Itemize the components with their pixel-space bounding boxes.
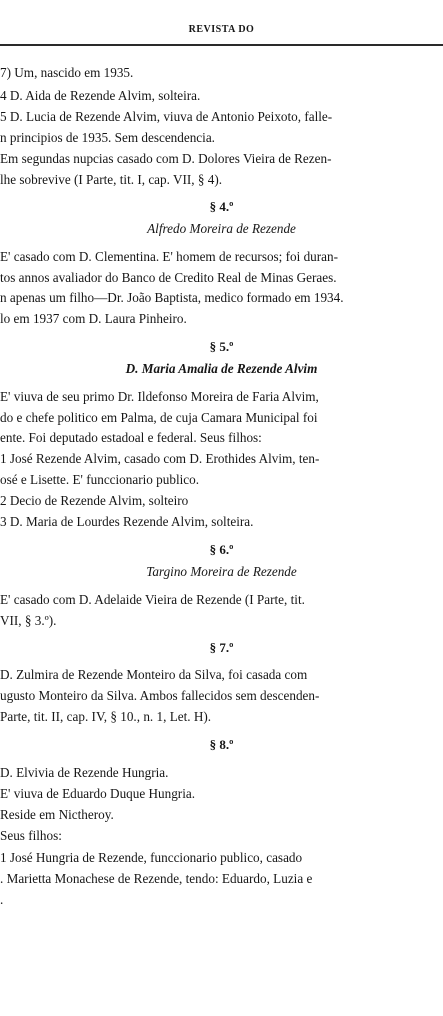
text-line: 2 Decio de Rezende Alvim, solteiro: [0, 493, 189, 508]
running-header: REVISTA DO: [188, 24, 255, 35]
header-rule: [0, 44, 443, 46]
text-line: .: [0, 892, 4, 907]
section-heading: § 7.º: [209, 640, 234, 655]
section-heading: § 6.º: [209, 542, 234, 557]
text-line: E' viuva de seu primo Dr. Ildefonso Moreira de Faria Alvim,: [0, 389, 319, 404]
text-line: Em segundas nupcias casado com D. Dolores Vieira de Rezen-: [0, 151, 332, 166]
section-title: Alfredo Moreira de Rezende: [147, 221, 296, 236]
text-line: Reside em Nictheroy.: [0, 807, 114, 822]
text-line: 1 José Rezende Alvim, casado com D. Erothides Alvim, ten-: [0, 451, 320, 466]
text-line: Parte, tit. II, cap. IV, § 10., n. 1, Let. H).: [0, 709, 212, 724]
text-line: ugusto Monteiro da Silva. Ambos fallecidos sem descenden-: [0, 688, 320, 703]
text-line: D. Elvivia de Rezende Hungria.: [0, 765, 169, 780]
text-line: E' viuva de Eduardo Duque Hungria.: [0, 786, 196, 801]
text-line: n apenas um filho—Dr. João Baptista, medico formado em 1934.: [0, 290, 344, 305]
section-title: Targino Moreira de Rezende: [146, 564, 297, 579]
text-line: tos annos avaliador do Banco de Credito Real de Minas Geraes.: [0, 270, 337, 285]
text-line: VII, § 3.º).: [0, 613, 57, 628]
text-line: 7) Um, nascido em 1935.: [0, 65, 134, 80]
text-line: lo em 1937 com D. Laura Pinheiro.: [0, 311, 187, 326]
text-line: Seus filhos:: [0, 828, 62, 843]
section-title: D. Maria Amalia de Rezende Alvim: [125, 361, 318, 376]
section-heading: § 8.º: [209, 737, 234, 752]
text-line: D. Zulmira de Rezende Monteiro da Silva, foi casada com: [0, 667, 308, 682]
text-line: lhe sobrevive (I Parte, tit. I, cap. VII, § 4).: [0, 172, 223, 187]
text-line: 5 D. Lucia de Rezende Alvim, viuva de Antonio Peixoto, falle-: [0, 109, 333, 124]
text-line: 1 José Hungria de Rezende, funccionario publico, casado: [0, 850, 303, 865]
text-line: E' casado com D. Adelaide Vieira de Rezende (I Parte, tit.: [0, 592, 305, 607]
text-line: E' casado com D. Clementina. E' homem de recursos; foi duran-: [0, 249, 339, 264]
text-line: do e chefe politico em Palma, de cuja Camara Municipal foi: [0, 410, 318, 425]
section-heading: § 5.º: [209, 339, 234, 354]
section-heading: § 4.º: [209, 199, 234, 214]
text-line: n principios de 1935. Sem descendencia.: [0, 130, 215, 145]
text-line: ente. Foi deputado estadoal e federal. Seus filhos:: [0, 430, 262, 445]
text-line: 3 D. Maria de Lourdes Rezende Alvim, solteira.: [0, 514, 254, 529]
text-line: osé e Lisette. E' funccionario publico.: [0, 472, 200, 487]
text-line: 4 D. Aida de Rezende Alvim, solteira.: [0, 88, 201, 103]
text-line: . Marietta Monachese de Rezende, tendo: Eduardo, Luzia e: [0, 871, 313, 886]
